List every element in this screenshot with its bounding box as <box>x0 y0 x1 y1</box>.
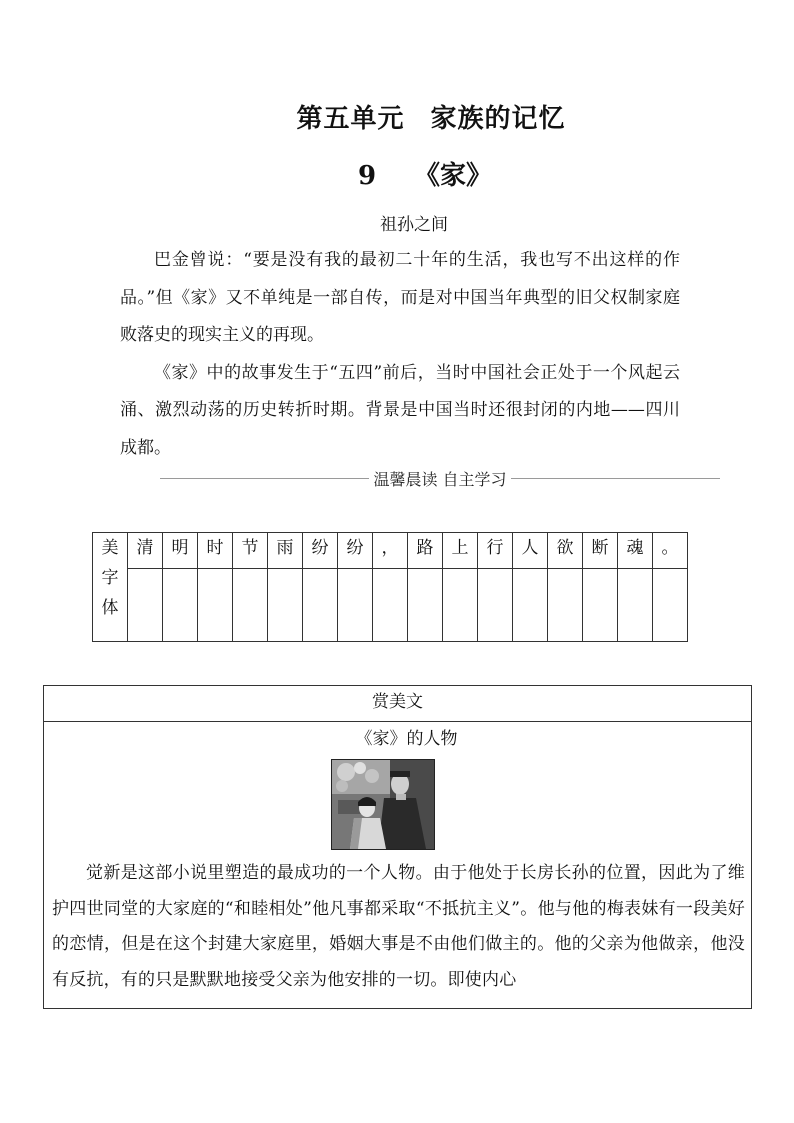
section-divider <box>160 466 720 490</box>
unit-number: 第五单元 <box>296 104 405 134</box>
practice-cell[interactable] <box>548 569 583 642</box>
divider-line-left <box>160 478 369 479</box>
film-still-illustration <box>332 760 434 849</box>
unit-title <box>0 98 794 135</box>
model-char-cell: 明 <box>163 533 198 569</box>
model-char-cell: ， <box>373 533 408 569</box>
practice-cell[interactable] <box>268 569 303 642</box>
intro-text <box>120 242 680 467</box>
model-char-cell: 纷 <box>303 533 338 569</box>
model-char-cell: 。 <box>653 533 688 569</box>
practice-cell[interactable] <box>128 569 163 642</box>
practice-cell[interactable] <box>653 569 688 642</box>
practice-cell[interactable] <box>443 569 478 642</box>
practice-cell[interactable] <box>373 569 408 642</box>
model-char-cell: 行 <box>478 533 513 569</box>
intro-paragraph: 巴金曾说：“要是没有我的最初二十年的生活，我也写不出这样的作品。”但《家》又不单纯是一部自传，而是对中国当年典型的旧父权制家庭败落史的现实主义的再现。 <box>120 250 680 345</box>
model-char-cell: 路 <box>408 533 443 569</box>
practice-cell[interactable] <box>408 569 443 642</box>
model-char-cell: 纷 <box>338 533 373 569</box>
model-char-cell: 清 <box>128 533 163 569</box>
intro-paragraph: 《家》中的故事发生于“五四”前后，当时中国社会正处于一个风起云涌、激烈动荡的历史转折时期。背景是中国当时还很封闭的内地——四川成都。 <box>120 362 680 458</box>
calligraphy-label-char: 字 <box>101 568 119 588</box>
appreciation-body-text: 觉新是这部小说里塑造的最成功的一个人物。由于他处于长房长孙的位置，因此为了维护四世同堂的大家庭的“和睦相处”他凡事都采取“不抵抗主义”。他与他的梅表妹有一段美好的恋情，但是在这个封建大家庭里，婚姻大事是不由他们做主的。他的父亲为他做亲，他没有反抗，有的只是默默地接受父亲为他安排的一切。即使内心 <box>52 863 745 990</box>
divider-line-right <box>511 478 720 479</box>
appreciation-subtitle: 《家》的人物 <box>355 729 458 749</box>
film-still-photo <box>331 759 435 850</box>
appreciation-box <box>43 685 752 1009</box>
calligraphy-label <box>93 533 128 642</box>
divider-label: 温馨晨读 自主学习 <box>373 469 507 489</box>
model-char-cell: 上 <box>443 533 478 569</box>
practice-cell[interactable] <box>618 569 653 642</box>
calligraphy-label-char: 美 <box>101 538 119 558</box>
calligraphy-label-char: 体 <box>101 598 119 618</box>
lesson-title <box>0 155 794 192</box>
lesson-name: 《家》 <box>414 161 493 191</box>
practice-cell[interactable] <box>583 569 618 642</box>
practice-cell[interactable] <box>338 569 373 642</box>
practice-cell[interactable] <box>198 569 233 642</box>
model-char-cell: 欲 <box>548 533 583 569</box>
intro-title: 祖孙之间 <box>380 215 448 235</box>
model-char-cell: 断 <box>583 533 618 569</box>
model-char-cell: 时 <box>198 533 233 569</box>
unit-theme: 家族的记忆 <box>430 104 566 134</box>
model-char-cell: 节 <box>233 533 268 569</box>
practice-cell[interactable] <box>163 569 198 642</box>
appreciation-heading: 赏美文 <box>44 686 751 722</box>
practice-cell[interactable] <box>513 569 548 642</box>
model-char-cell: 雨 <box>268 533 303 569</box>
lesson-number: 9 <box>357 161 377 191</box>
calligraphy-practice-grid <box>92 532 688 642</box>
model-char-cell: 人 <box>513 533 548 569</box>
practice-cell[interactable] <box>303 569 338 642</box>
practice-cell[interactable] <box>478 569 513 642</box>
model-char-cell: 魂 <box>618 533 653 569</box>
practice-cell[interactable] <box>233 569 268 642</box>
